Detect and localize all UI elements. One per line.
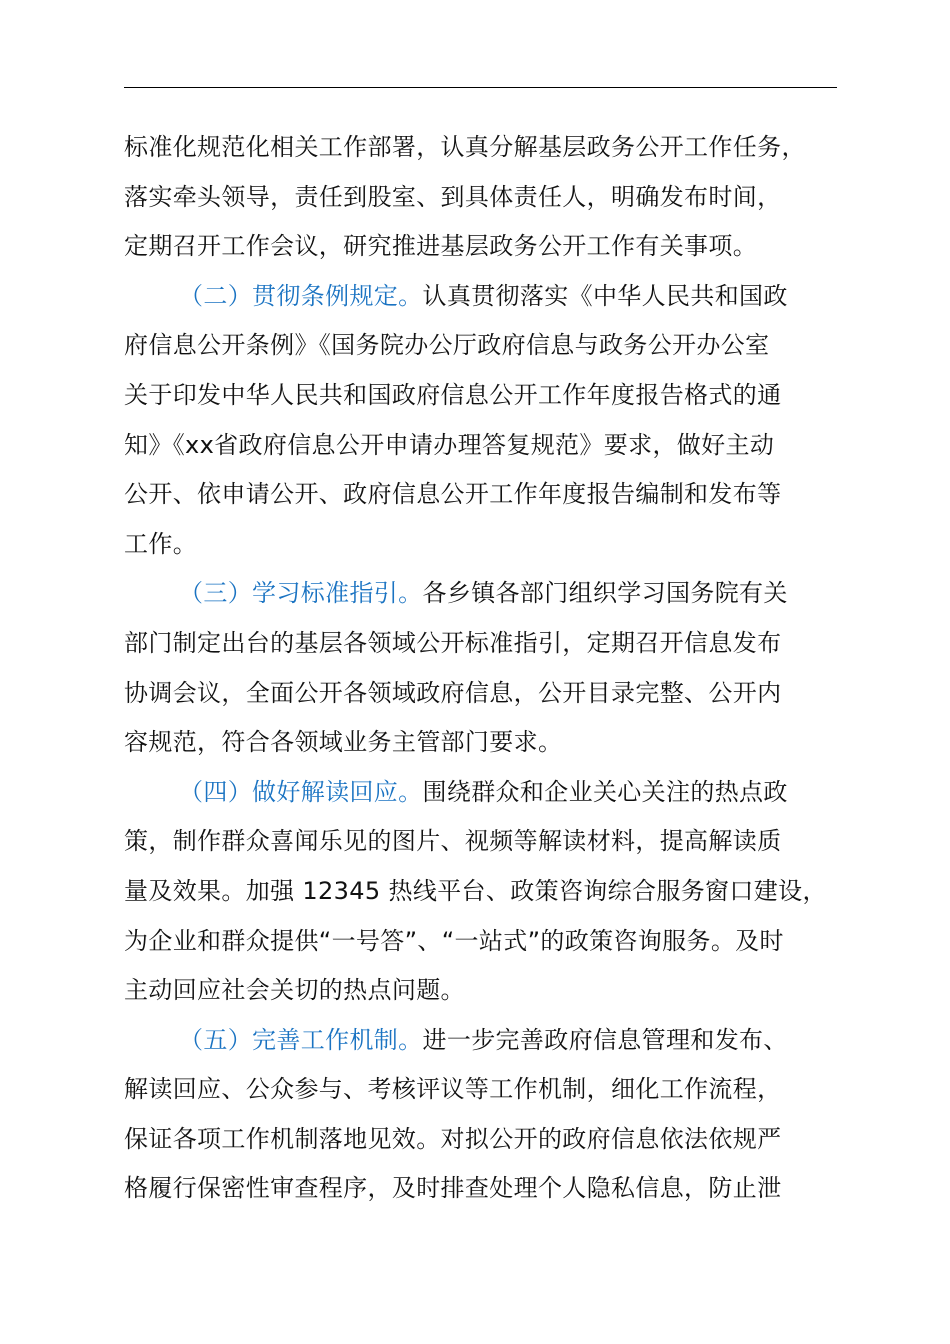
section-text: 认真贯彻落实《中华人民共和国政 (422, 281, 788, 310)
document-body (124, 123, 839, 1214)
section-first-line (124, 1016, 839, 1066)
section-first-line (124, 569, 839, 619)
paragraph-line: 公开、依申请公开、政府信息公开工作年度报告编制和发布等 (124, 480, 782, 509)
section-heading: （二）贯彻条例规定。 (179, 281, 423, 310)
paragraph-line: 保证各项工作机制落地见效。对拟公开的政府信息依法依规严 (124, 1124, 782, 1153)
paragraph-line: 解读回应、公众参与、考核评议等工作机制，细化工作流程， (124, 1075, 782, 1104)
paragraph-line: 主动回应社会关切的热点问题。 (124, 976, 465, 1005)
paragraph-line: 为企业和群众提供“一号答”、“一站式”的政策咨询服务。及时 (124, 926, 784, 955)
header-rule (124, 87, 837, 88)
section-text: 各乡镇各部门组织学习国务院有关 (422, 579, 788, 608)
section-first-line (124, 272, 839, 322)
paragraph-line: 格履行保密性审查程序，及时排查处理个人隐私信息，防止泄 (124, 1174, 782, 1203)
paragraph-line: 容规范，符合各领域业务主管部门要求。 (124, 728, 563, 757)
paragraph-line: 部门制定出台的基层各领域公开标准指引，定期召开信息发布 (124, 628, 782, 657)
paragraph-line: 落实牵头领导，责任到股室、到具体责任人，明确发布时间， (124, 182, 782, 211)
section-heading: （三）学习标准指引。 (179, 579, 423, 608)
paragraph-line: 量及效果。加强 12345 热线平台、政策咨询综合服务窗口建设， (124, 876, 827, 905)
section-heading: （四）做好解读回应。 (179, 777, 423, 806)
section-text: 围绕群众和企业关心关注的热点政 (422, 777, 788, 806)
section-text: 进一步完善政府信息管理和发布、 (422, 1025, 788, 1054)
paragraph-line: 知》《xx省政府信息公开申请办理答复规范》要求，做好主动 (124, 430, 775, 459)
paragraph-line: 府信息公开条例》《国务院办公厅政府信息与政务公开办公室 (124, 331, 770, 360)
paragraph-line: 关于印发中华人民共和国政府信息公开工作年度报告格式的通 (124, 380, 782, 409)
section-heading: （五）完善工作机制。 (179, 1025, 423, 1054)
paragraph-line: 协调会议，全面公开各领域政府信息，公开目录完整、公开内 (124, 678, 782, 707)
paragraph-line: 定期召开工作会议，研究推进基层政务公开工作有关事项。 (124, 232, 758, 261)
paragraph-line: 标准化规范化相关工作部署，认真分解基层政务公开工作任务， (124, 133, 806, 161)
section-first-line (124, 768, 839, 818)
paragraph-line: 工作。 (124, 529, 198, 558)
paragraph-line: 策，制作群众喜闻乐见的图片、视频等解读材料，提高解读质 (124, 827, 782, 856)
